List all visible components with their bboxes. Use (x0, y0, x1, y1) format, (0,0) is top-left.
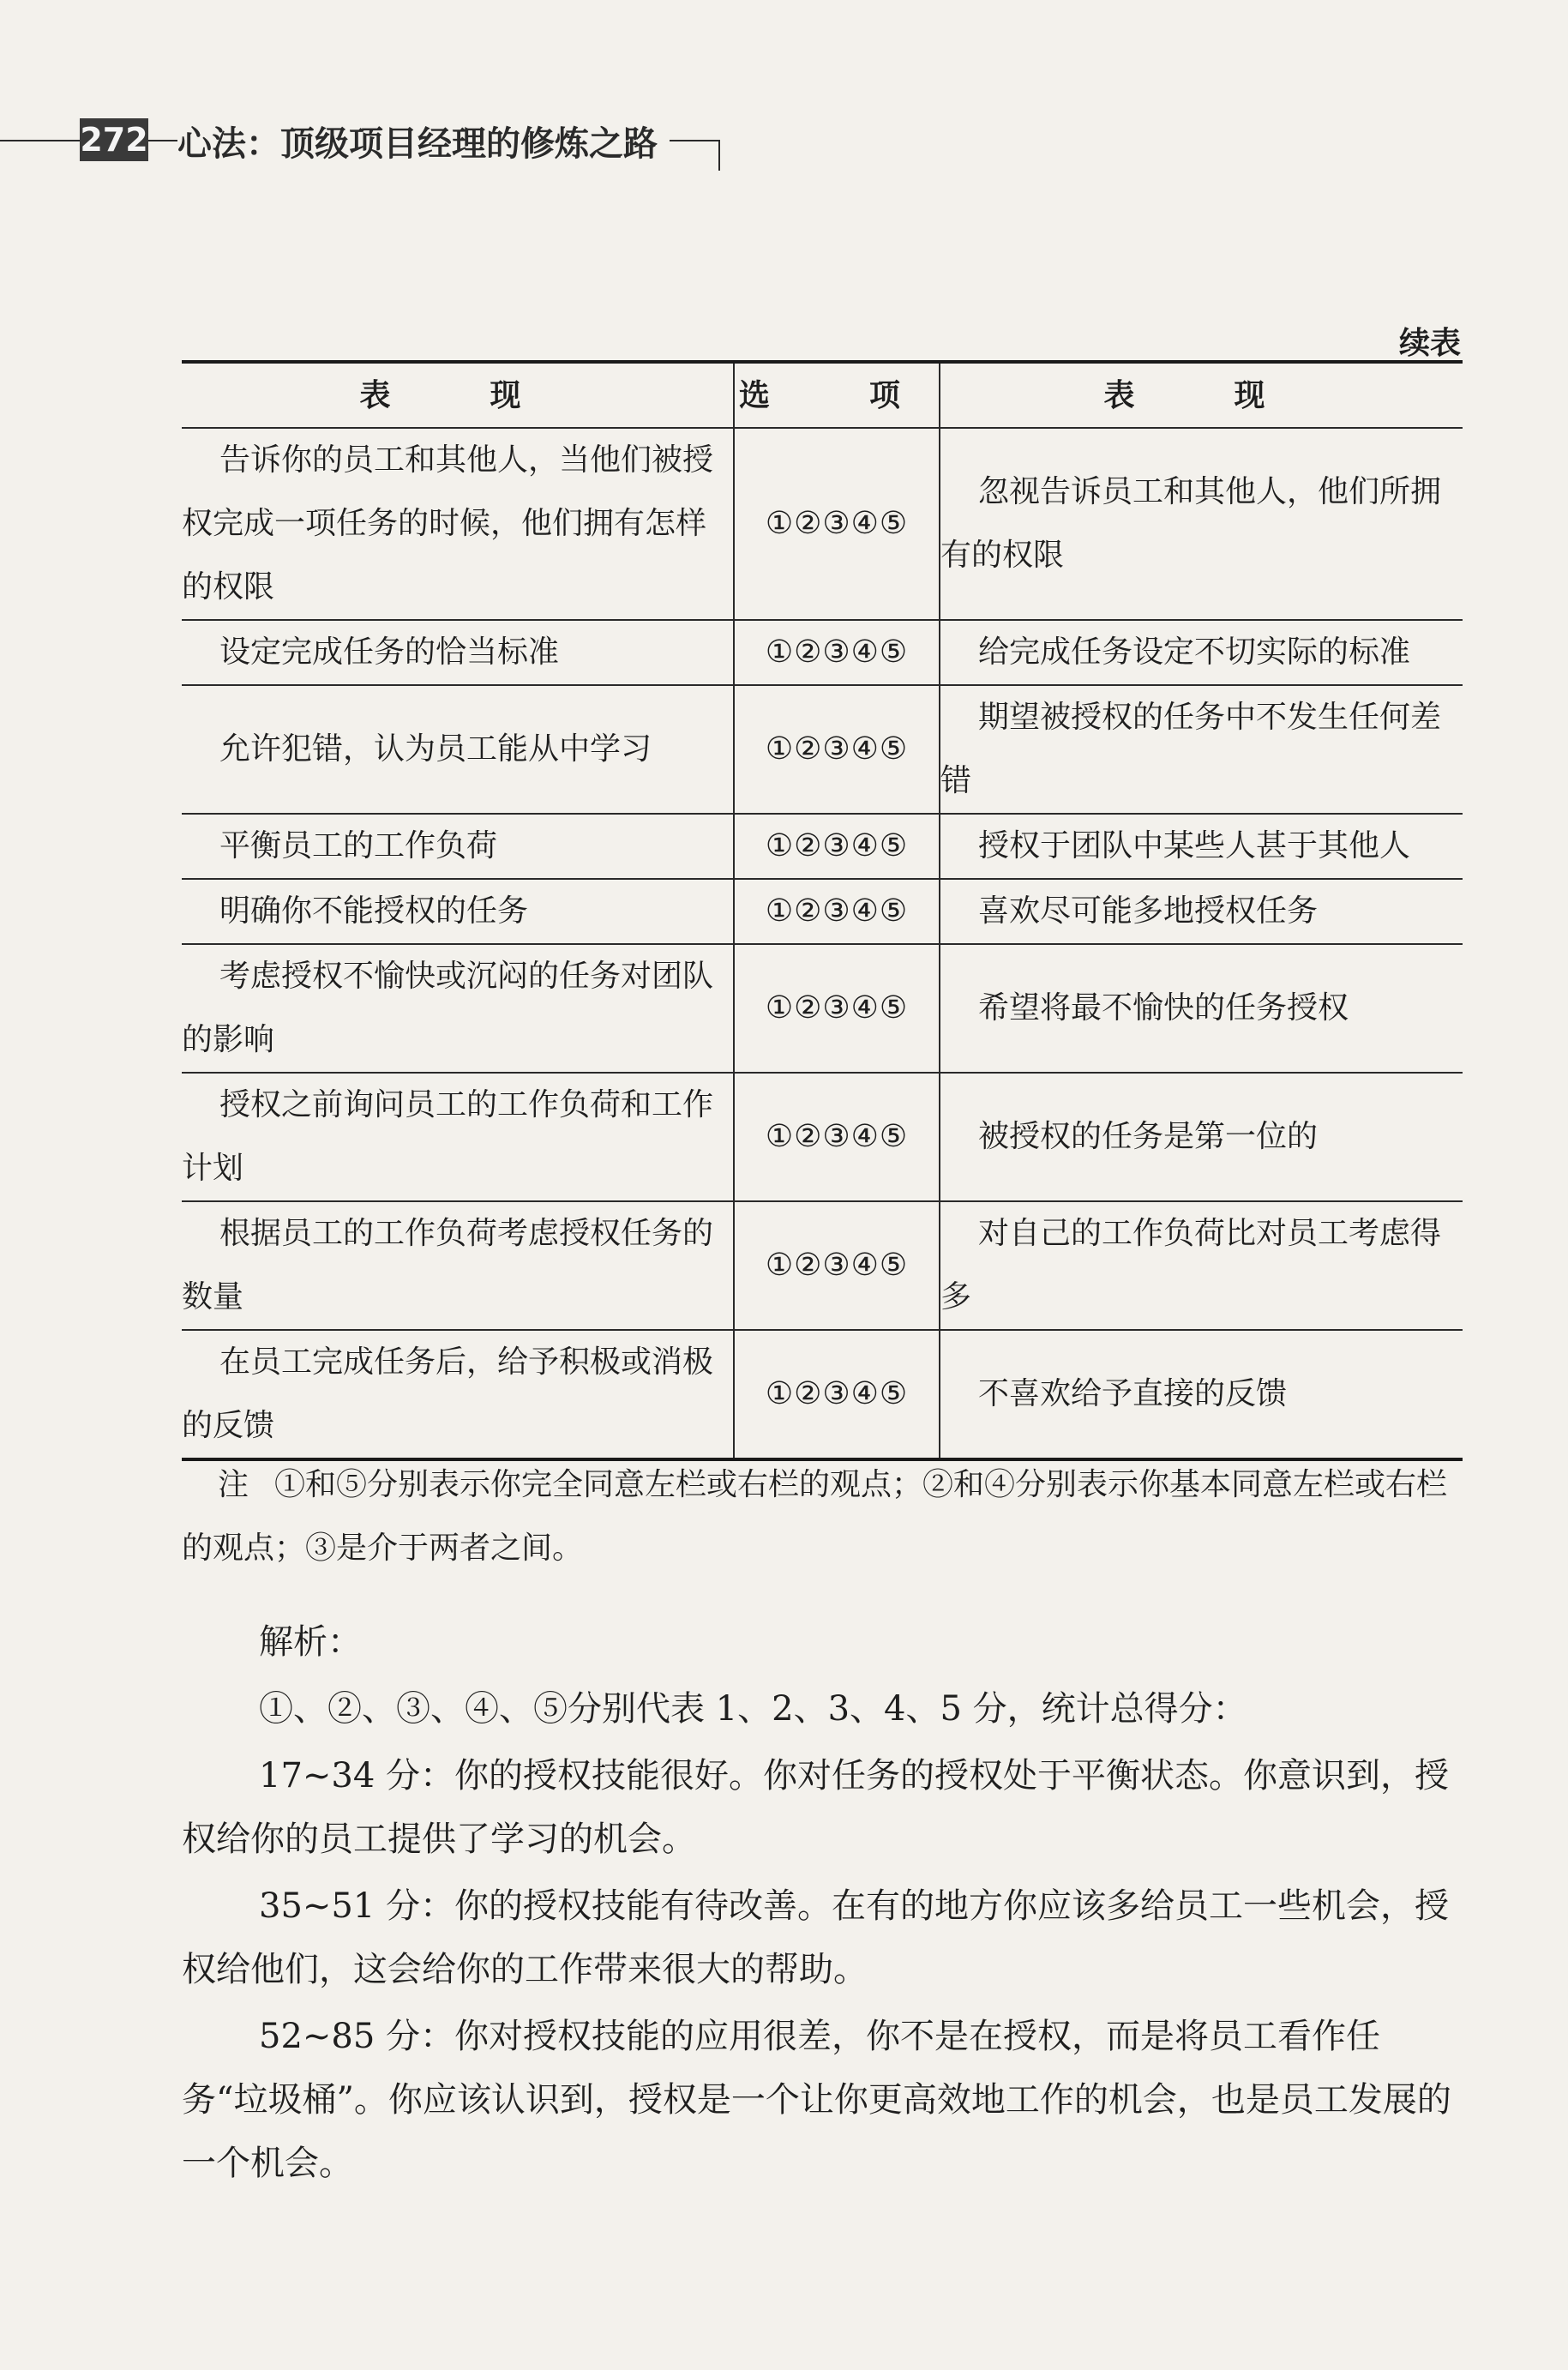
table-row (182, 1201, 1463, 1330)
scoring-rule: ①、②、③、④、⑤分别代表 1、2、3、4、5 分，统计总得分： (259, 1689, 1247, 1729)
header-left-behavior: 表 现 (182, 362, 734, 428)
left-behavior: 考虑授权不愉快或沉闷的任务对团队的影响 (182, 944, 734, 1073)
right-behavior: 授权于团队中某些人甚于其他人 (940, 814, 1463, 879)
right-behavior: 给完成任务设定不切实际的标准 (940, 620, 1463, 685)
option-scale: ①②③④⑤ (734, 814, 940, 879)
left-behavior: 在员工完成任务后，给予积极或消极的反馈 (182, 1330, 734, 1459)
right-behavior: 被授权的任务是第一位的 (940, 1073, 1463, 1201)
header-right-behavior: 表 现 (940, 362, 1463, 428)
left-behavior: 告诉你的员工和其他人，当他们被授权完成一项任务的时候，他们拥有怎样的权限 (182, 428, 734, 620)
table-row (182, 879, 1463, 944)
left-behavior: 平衡员工的工作负荷 (182, 814, 734, 879)
right-behavior: 对自己的工作负荷比对员工考虑得多 (940, 1201, 1463, 1330)
option-scale: ①②③④⑤ (734, 879, 940, 944)
right-behavior: 忽视告诉员工和其他人，他们所拥有的权限 (940, 428, 1463, 620)
table-header-row (182, 362, 1463, 428)
analysis-title: 解析： (259, 1622, 362, 1662)
right-behavior: 不喜欢给予直接的反馈 (940, 1330, 1463, 1459)
header-options: 选 项 (734, 362, 940, 428)
book-title: 心法：顶级项目经理的修炼之路 (177, 117, 670, 165)
note-label: 注 (218, 1467, 249, 1502)
right-behavior: 喜欢尽可能多地授权任务 (940, 879, 1463, 944)
table-row (182, 1073, 1463, 1201)
option-scale: ①②③④⑤ (734, 428, 940, 620)
option-scale: ①②③④⑤ (734, 620, 940, 685)
result-high-score: 52~85 分：你对授权技能的应用很差，你不是在授权，而是将员工看作任务“垃圾桶”。你应该认识到，授权是一个让你更高效地工作的机会，也是员工发展的一个机会。 (182, 2017, 1451, 2183)
table-note (182, 1453, 1463, 1580)
option-scale: ①②③④⑤ (734, 1073, 940, 1201)
option-scale: ①②③④⑤ (734, 944, 940, 1073)
left-behavior: 设定完成任务的恰当标准 (182, 620, 734, 685)
table-row (182, 428, 1463, 620)
table-row (182, 944, 1463, 1073)
left-behavior: 根据员工的工作负荷考虑授权任务的数量 (182, 1201, 734, 1330)
table-row (182, 620, 1463, 685)
note-text: ①和⑤分别表示你完全同意左栏或右栏的观点；②和④分别表示你基本同意左栏或右栏的观点；③是介于两者之间。 (182, 1467, 1448, 1566)
result-low-score: 17~34 分：你的授权技能很好。你对任务的授权处于平衡状态。你意识到，授权给你的员工提供了学习的机会。 (182, 1756, 1450, 1859)
option-scale: ①②③④⑤ (734, 1201, 940, 1330)
left-behavior: 允许犯错，认为员工能从中学习 (182, 685, 734, 814)
table-row (182, 685, 1463, 814)
option-scale: ①②③④⑤ (734, 1330, 940, 1459)
right-behavior: 期望被授权的任务中不发生任何差错 (940, 685, 1463, 814)
header-rule-tick (718, 140, 720, 171)
left-behavior: 授权之前询问员工的工作负荷和工作计划 (182, 1073, 734, 1201)
table-row (182, 1330, 1463, 1459)
right-behavior: 希望将最不愉快的任务授权 (940, 944, 1463, 1073)
option-scale: ①②③④⑤ (734, 685, 940, 814)
left-behavior: 明确你不能授权的任务 (182, 879, 734, 944)
continued-label: 续表 (1398, 325, 1461, 361)
result-mid-score: 35~51 分：你的授权技能有待改善。在有的地方你应该多给员工一些机会，授权给他们，这会给你的工作带来很大的帮助。 (182, 1886, 1450, 1989)
page-number: 272 (80, 118, 148, 161)
assessment-table (182, 360, 1463, 1461)
table-row (182, 814, 1463, 879)
